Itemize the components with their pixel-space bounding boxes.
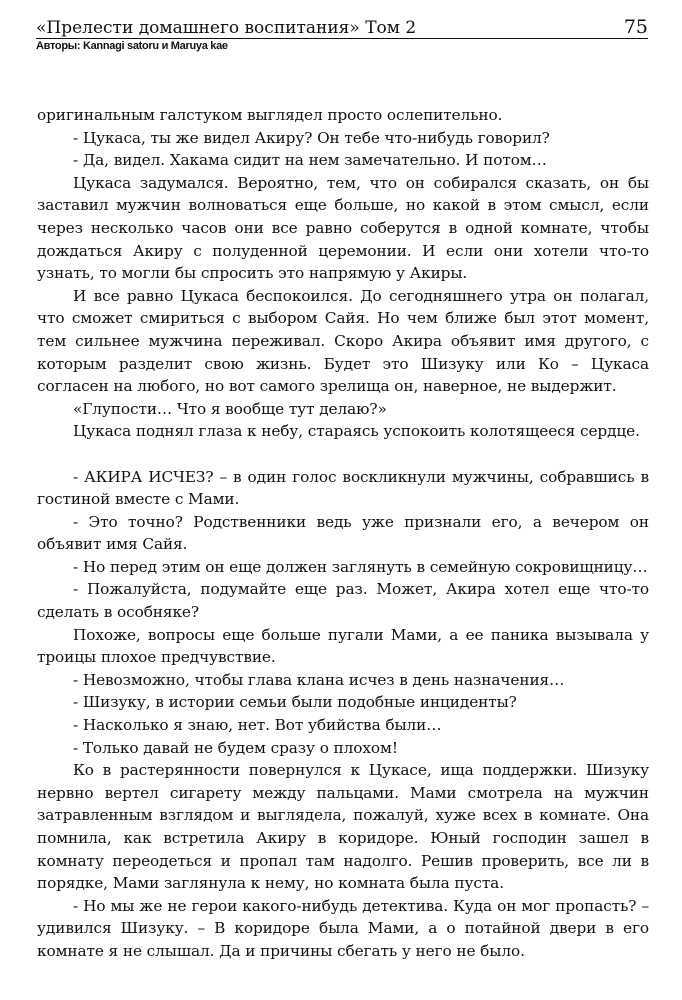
paragraph: Цукаса задумался. Вероятно, тем, что он собирался сказать, он бы заставил мужчин волноваться еще больше, но какой в этом смысл, если через несколько часов они все равно соберутся в одной комнате, чтобы дождаться Акиру с полуденной церемонии. И если они хотели что-то узнать, то могли бы спросить это напрямую у Акиры. [37, 173, 649, 283]
paragraph: Цукаса поднял глаза к небу, стараясь успокоить колотящееся сердце. [73, 422, 640, 441]
header-rule [36, 38, 648, 39]
scene-break [37, 443, 649, 466]
page-number: 75 [623, 16, 648, 38]
paragraph: Ко в растерянности повернулся к Цукасе, ища поддержки. Шизуку нервно вертел сигарету между пальцами. Мами смотрела на мужчин затравленным взглядом и выглядела, пожалуй, хуже всех в комнате. Она помнила, как встретила Акиру в коридоре. Юный господин зашел в комнату переодеться и пропал там надолго. Решив проверить, все ли в порядке, Мами заглянула к нему, но комната была пуста. [37, 761, 649, 893]
paragraph: - Только давай не будем сразу о плохом! [73, 738, 398, 757]
paragraph: - Но перед этим он еще должен заглянуть в семейную сокровищницу… [73, 557, 648, 576]
paragraph: «Глупости… Что я вообще тут делаю?» [73, 399, 387, 418]
paragraph: - Шизуку, в истории семьи были подобные инциденты? [73, 693, 517, 712]
running-header-authors: Авторы: Kannagi satoru и Maruya kae [36, 40, 228, 52]
paragraph: - Цукаса, ты же видел Акиру? Он тебе что-нибудь говорил? [73, 128, 550, 147]
paragraph: оригинальным галстуком выглядел просто ослепительно. [37, 106, 503, 124]
paragraph: - Невозможно, чтобы глава клана исчез в день назначения… [73, 670, 565, 689]
paragraph: И все равно Цукаса беспокоился. До сегодняшнего утра он полагал, что сможет смириться с выбором Сайя. Но чем ближе был этот момент, тем сильнее мужчина переживал. Скоро Акира объявит имя другого, с которым разделит свою жизнь. Будет это Шизуку или Ко – Цукаса согласен на любого, но вот самого зрелища он, наверное, не выдержит. [37, 286, 649, 396]
paragraph: - Это точно? Родственники ведь уже признали его, а вечером он объявит имя Сайя. [37, 512, 649, 554]
body-text [37, 104, 649, 963]
paragraph: - Но мы же не герои какого-нибудь детектива. Куда он мог пропасть? – удивился Шизуку. – В коридоре была Мами, а о потайной двери в его комнате я не слышал. Да и причины сбегать у него не было. [37, 896, 649, 960]
paragraph: - АКИРА ИСЧЕЗ? – в один голос воскликнули мужчины, собравшись в гостиной вместе с Мами. [37, 467, 649, 509]
paragraph: - Да, видел. Хакама сидит на нем замечательно. И потом… [73, 151, 547, 170]
running-header-title: «Прелести домашнего воспитания» Том 2 [36, 18, 417, 38]
paragraph: Похоже, вопросы еще больше пугали Мами, а ее паника вызывала у троицы плохое предчувствие. [37, 625, 649, 667]
paragraph: - Пожалуйста, подумайте еще раз. Может, Акира хотел еще что-то сделать в особняке? [37, 580, 649, 622]
paragraph: - Насколько я знаю, нет. Вот убийства были… [73, 716, 442, 735]
